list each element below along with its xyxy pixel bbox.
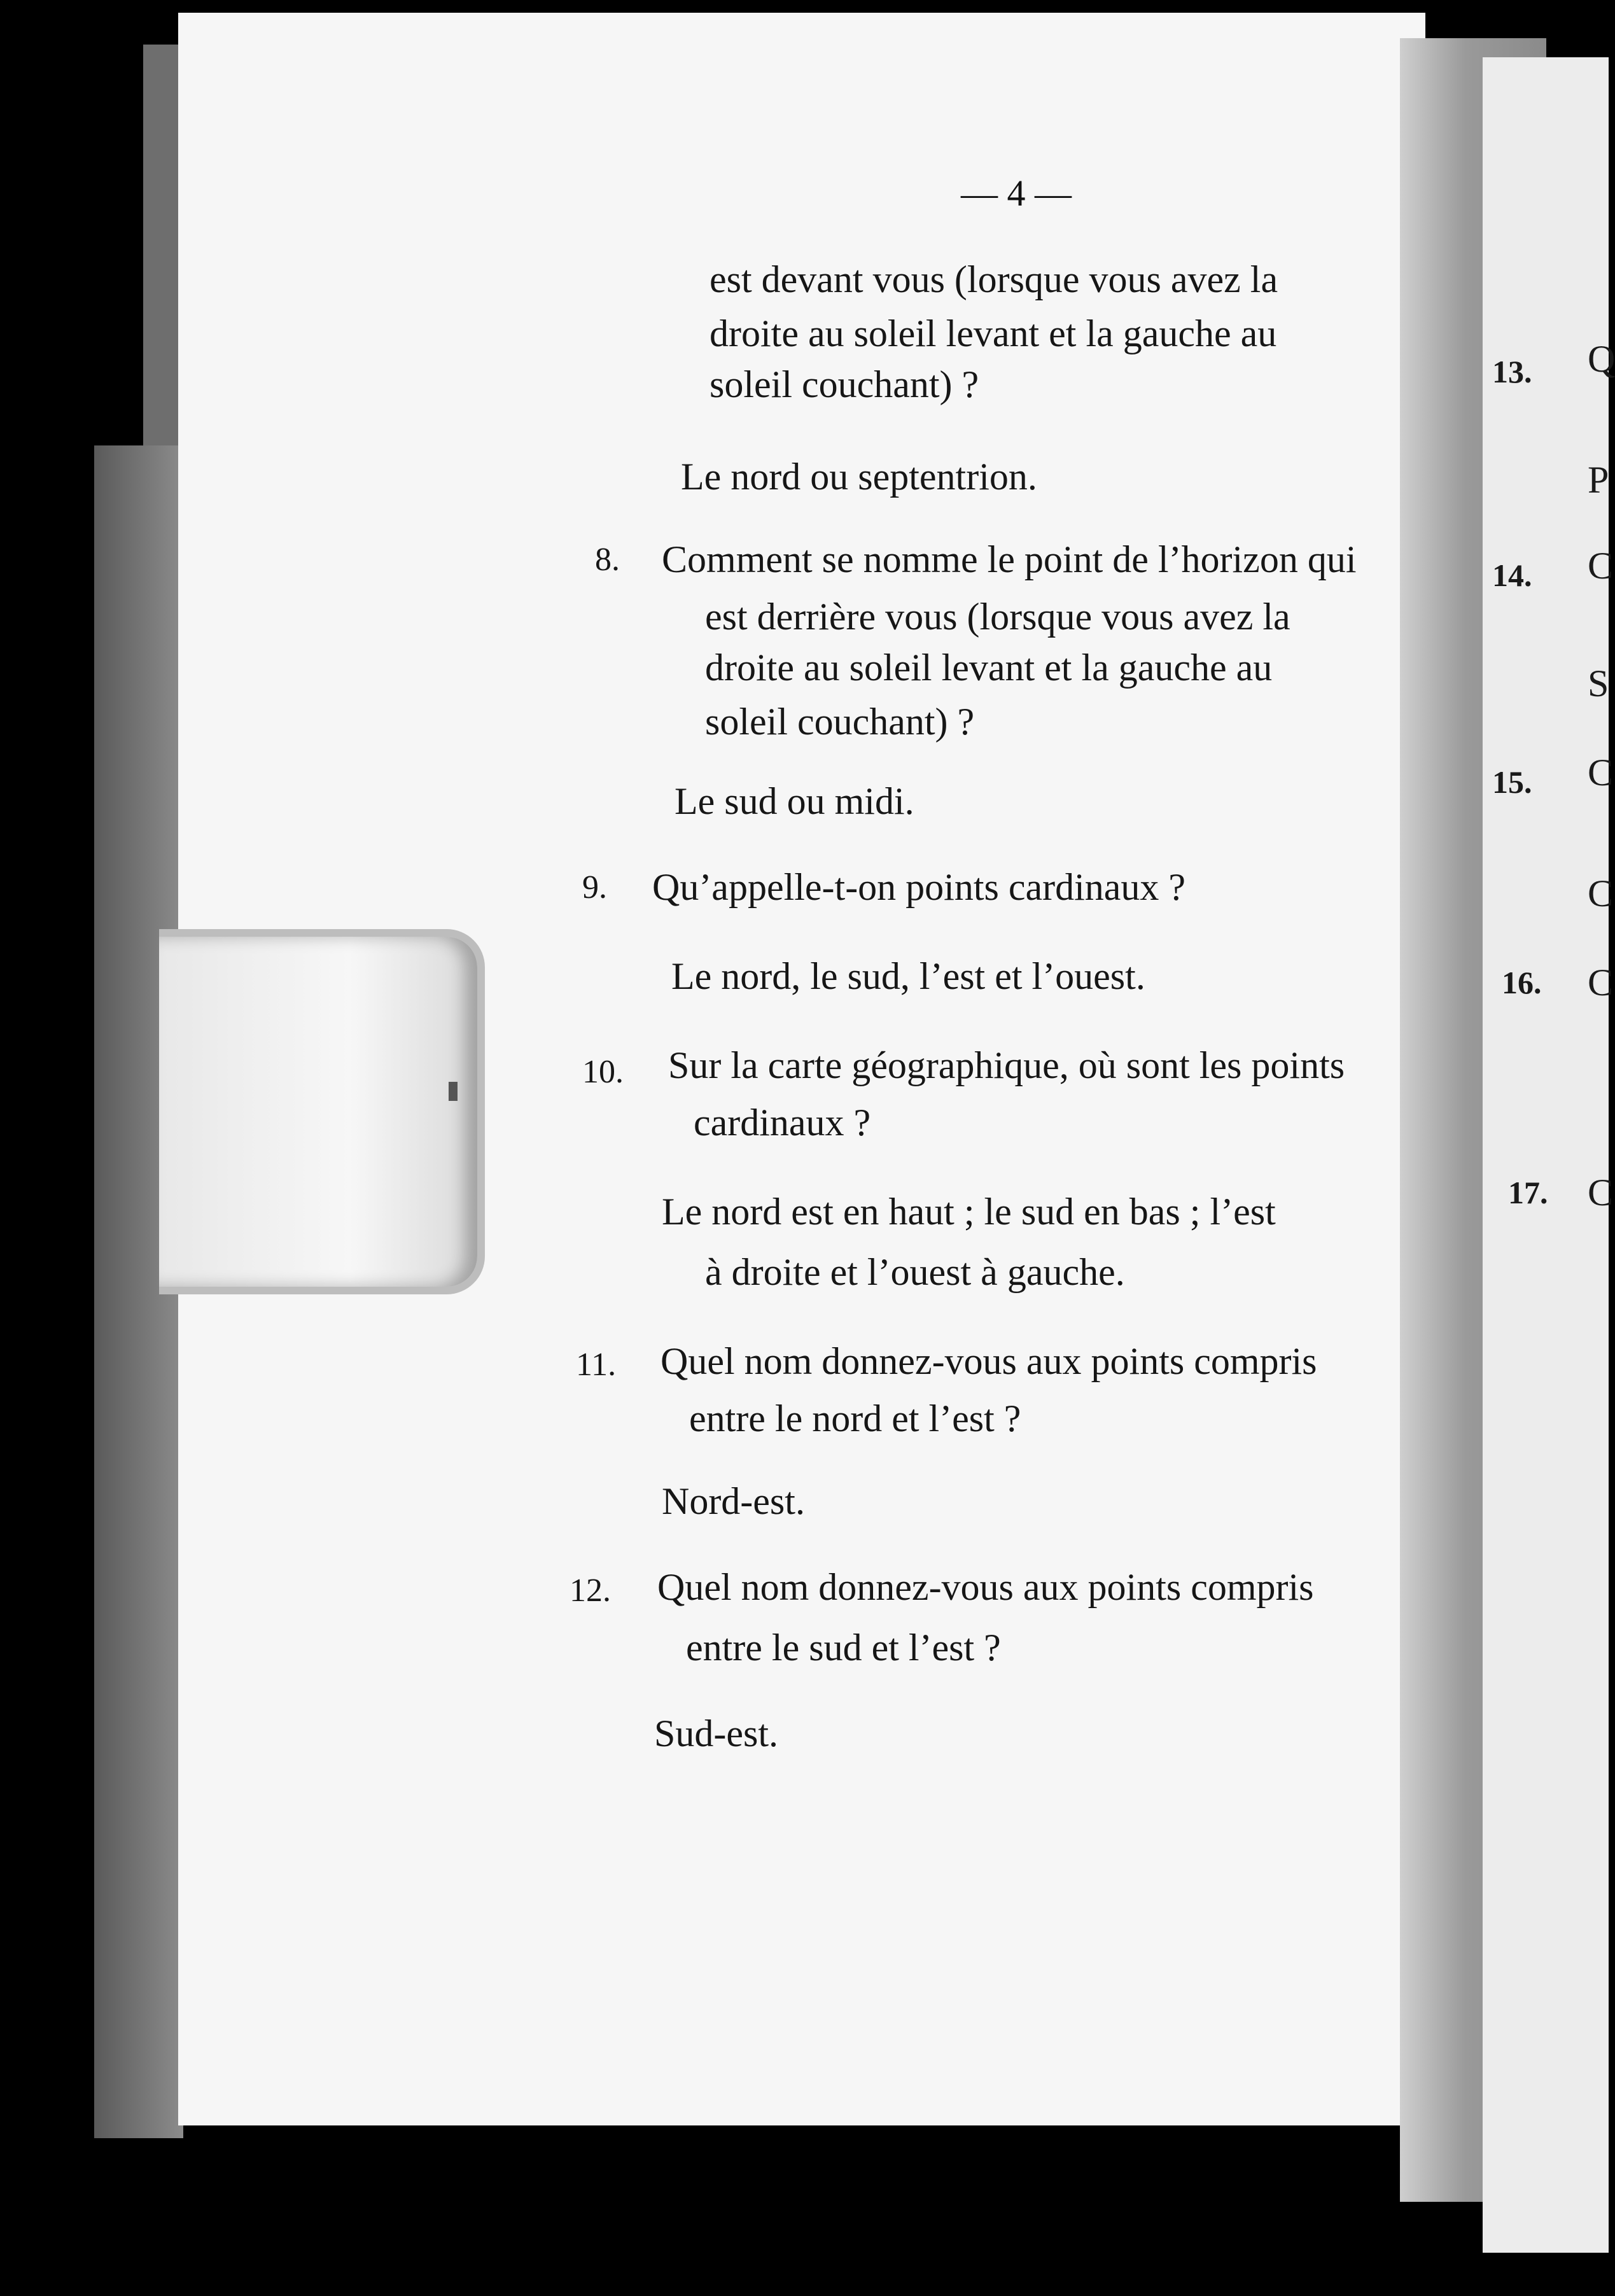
question-8-line-3: droite au soleil levant et la gauche au <box>705 647 1273 689</box>
question-12-line-2: entre le sud et l’est ? <box>686 1627 1001 1669</box>
answer-12: Sud-est. <box>654 1712 778 1754</box>
question-8-line-2: est derrière vous (lorsque vous avez la <box>705 596 1290 638</box>
next-page-char: P <box>1588 459 1609 501</box>
next-page-char: C <box>1588 545 1614 587</box>
answer-10-line-2: à droite et l’ouest à gauche. <box>705 1251 1125 1293</box>
question-7-line-2: droite au soleil levant et la gauche au <box>710 312 1277 354</box>
question-7-line-1: est devant vous (lorsque vous avez la <box>710 258 1278 300</box>
question-7-line-3: soleil couchant) ? <box>710 363 979 405</box>
answer-7: Le nord ou septentrion. <box>681 456 1037 498</box>
question-11-line-1: Quel nom donnez-vous aux points compris <box>661 1340 1317 1382</box>
question-8-line-4: soleil couchant) ? <box>705 701 975 743</box>
next-page-number-14: 14. <box>1492 557 1532 593</box>
next-page-char: C <box>1588 1172 1614 1214</box>
question-8-number: 8. <box>595 542 620 578</box>
next-page-char: S <box>1588 662 1609 704</box>
question-8-line-1: Comment se nomme le point de l’horizon qui <box>662 538 1357 580</box>
next-page-char: C <box>1588 752 1614 794</box>
question-11-line-2: entre le nord et l’est ? <box>689 1397 1021 1439</box>
next-page-number-13: 13. <box>1492 354 1532 389</box>
next-page-char: C <box>1588 962 1614 1004</box>
question-10-line-1: Sur la carte géographique, où sont les points <box>668 1044 1345 1086</box>
next-page-char: C <box>1588 872 1614 914</box>
page-number: — 4 — <box>961 172 1072 214</box>
question-10-line-2: cardinaux ? <box>694 1102 871 1144</box>
question-9: Qu’appelle-t-on points cardinaux ? <box>652 866 1186 908</box>
question-10-number: 10. <box>582 1054 624 1090</box>
next-page-number-17: 17. <box>1508 1175 1548 1210</box>
clip-mark <box>449 1082 458 1101</box>
answer-8: Le sud ou midi. <box>675 780 914 822</box>
answer-9: Le nord, le sud, l’est et l’ouest. <box>671 955 1145 997</box>
next-page-number-16: 16. <box>1502 965 1542 1000</box>
question-11-number: 11. <box>576 1347 617 1383</box>
question-12-number: 12. <box>570 1572 611 1609</box>
next-page-number-15: 15. <box>1492 764 1532 800</box>
answer-11: Nord-est. <box>662 1480 805 1522</box>
next-page-char: Q <box>1588 338 1615 380</box>
question-9-number: 9. <box>582 869 607 906</box>
answer-10-line-1: Le nord est en haut ; le sud en bas ; l’est <box>662 1191 1276 1233</box>
question-12-line-1: Quel nom donnez-vous aux points compris <box>657 1566 1314 1608</box>
page-clip <box>159 929 485 1294</box>
